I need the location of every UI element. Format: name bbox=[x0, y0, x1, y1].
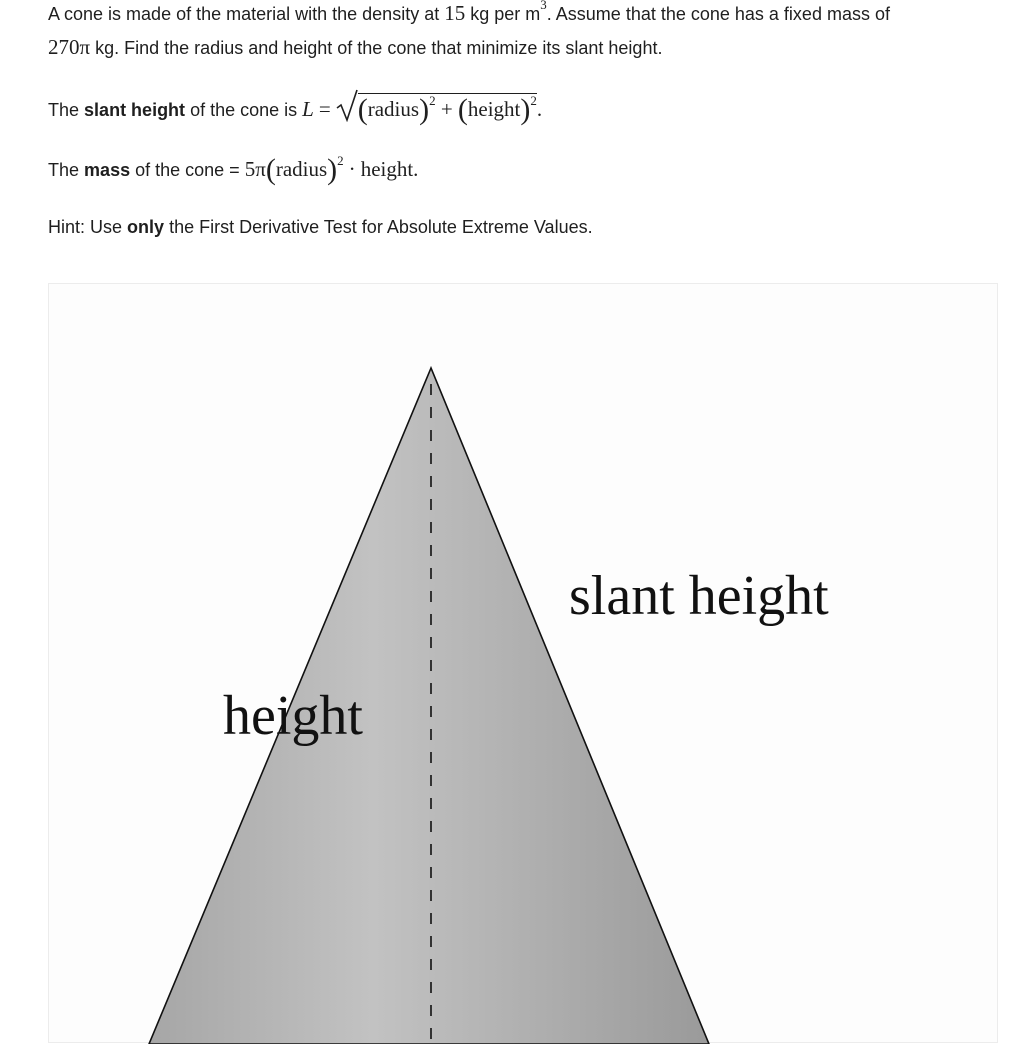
slant-prefix: The bbox=[48, 100, 80, 120]
mass-formula: The mass of the cone = 5π(radius)$^2$ · height. bbox=[48, 153, 419, 186]
slant-middle: of the cone is bbox=[190, 100, 298, 120]
cone-diagram bbox=[49, 284, 999, 1044]
slant-variable: L bbox=[302, 97, 314, 121]
problem-statement-line1 bbox=[48, 0, 890, 33]
problem-statement-line2 bbox=[48, 30, 662, 65]
slant-height-term: slant height bbox=[84, 100, 186, 120]
slant-height-formula bbox=[48, 88, 542, 127]
square-root bbox=[336, 88, 537, 127]
unit-exponent: 3 bbox=[540, 0, 547, 12]
problem-text-cont: . Assume that the cone has a fixed mass of bbox=[546, 4, 890, 24]
period: . bbox=[536, 97, 543, 121]
radius-exponent: 2 bbox=[429, 93, 436, 108]
plus-sign: + bbox=[440, 97, 453, 121]
problem-text: A cone is made of the material with the density at bbox=[48, 4, 440, 24]
mass-radius-exponent: 2 bbox=[337, 153, 344, 168]
radical-icon bbox=[336, 88, 358, 122]
problem-question: kg. Find the radius and height of the cone that minimize its slant height. bbox=[95, 38, 663, 58]
hint-emphasis: only bbox=[127, 217, 165, 237]
mass-middle: of the cone = bbox=[135, 160, 240, 180]
multiply-dot: · bbox=[348, 157, 356, 181]
mass-prefix: The bbox=[48, 160, 80, 180]
radicand: (radius)$^2$ + (height)$^2$ bbox=[357, 93, 537, 126]
cone-figure bbox=[48, 283, 998, 1043]
mass-radius-term: radius bbox=[275, 157, 328, 181]
height-term: height bbox=[467, 97, 521, 121]
hint-prefix: Hint: Use bbox=[48, 217, 123, 237]
mass-height-term: height. bbox=[360, 157, 419, 181]
mass-term: mass bbox=[84, 160, 131, 180]
equals-sign: = bbox=[318, 97, 331, 121]
density-value: 15 bbox=[444, 1, 466, 25]
hint-text: the First Derivative Test for Absolute Extreme Values. bbox=[169, 217, 593, 237]
mass-coefficient: 5π bbox=[244, 157, 266, 181]
radius-term: radius bbox=[367, 97, 420, 121]
hint bbox=[48, 210, 593, 244]
height-exponent: 2 bbox=[530, 93, 537, 108]
density-unit: kg per m bbox=[470, 4, 541, 24]
mass-value: 270π bbox=[48, 35, 91, 59]
slant-height-label: slant height bbox=[569, 565, 829, 627]
height-label: height bbox=[223, 685, 363, 747]
